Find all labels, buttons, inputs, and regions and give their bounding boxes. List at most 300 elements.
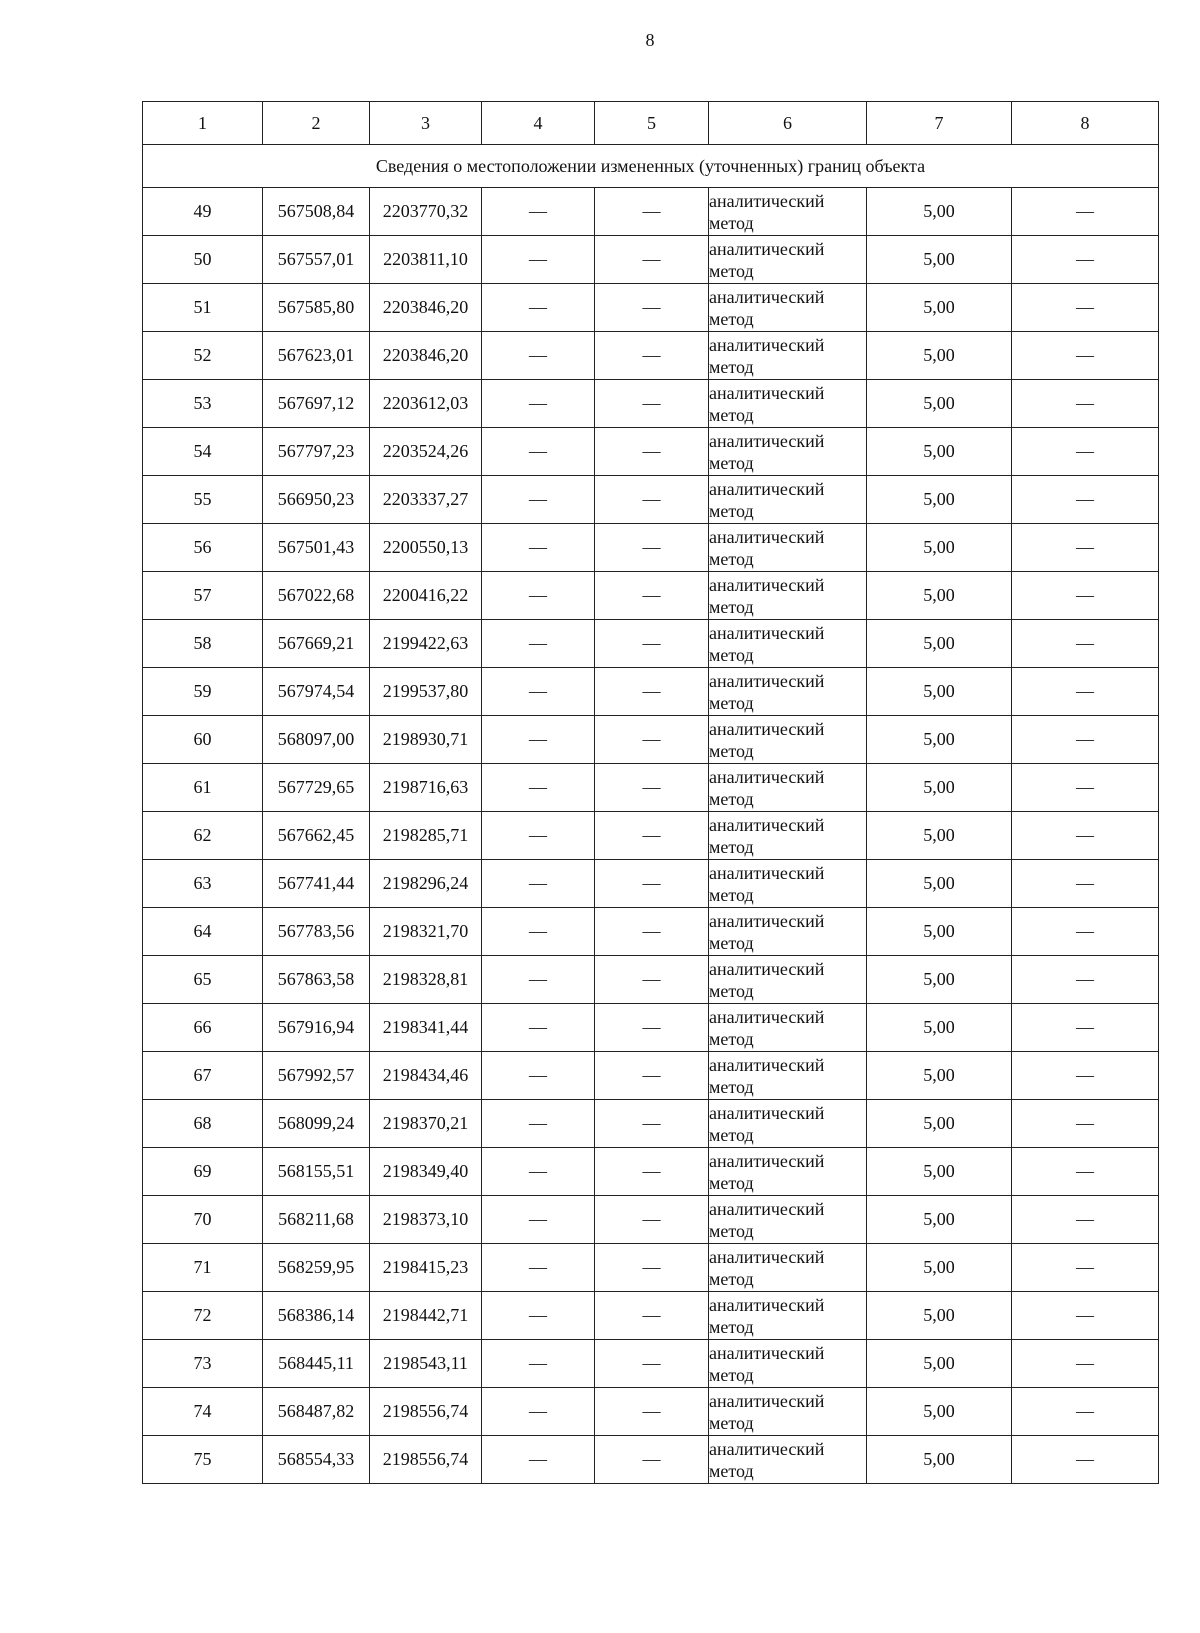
method-line-1: аналитический <box>709 1198 825 1219</box>
column-8-cell: — <box>1012 380 1159 428</box>
point-number-cell: 59 <box>143 668 263 716</box>
accuracy-cell: 5,00 <box>867 1244 1012 1292</box>
column-header: 1 <box>143 102 263 145</box>
method-line-2: метод <box>709 308 754 329</box>
method-cell <box>709 188 867 236</box>
method-line-1: аналитический <box>709 1342 825 1363</box>
method-line-1: аналитический <box>709 430 825 451</box>
accuracy-cell: 5,00 <box>867 1052 1012 1100</box>
table-row <box>143 860 1159 908</box>
x-coordinate-cell: 566950,23 <box>263 476 370 524</box>
point-number-cell: 61 <box>143 764 263 812</box>
table-row <box>143 332 1159 380</box>
method-line-1: аналитический <box>709 286 825 307</box>
column-8-cell: — <box>1012 1340 1159 1388</box>
table-row <box>143 908 1159 956</box>
method-cell <box>709 284 867 332</box>
point-number-cell: 53 <box>143 380 263 428</box>
method-line-2: метод <box>709 1172 754 1193</box>
method-line-2: метод <box>709 500 754 521</box>
method-line-1: аналитический <box>709 1246 825 1267</box>
accuracy-cell: 5,00 <box>867 1148 1012 1196</box>
column-4-cell: — <box>482 428 595 476</box>
point-number-cell: 52 <box>143 332 263 380</box>
method-line-2: метод <box>709 548 754 569</box>
method-line-2: метод <box>709 1460 754 1481</box>
column-4-cell: — <box>482 764 595 812</box>
accuracy-cell: 5,00 <box>867 524 1012 572</box>
x-coordinate-cell: 568386,14 <box>263 1292 370 1340</box>
column-4-cell: — <box>482 1004 595 1052</box>
method-line-1: аналитический <box>709 1054 825 1075</box>
column-8-cell: — <box>1012 572 1159 620</box>
column-header-row <box>143 102 1159 145</box>
column-4-cell: — <box>482 1340 595 1388</box>
point-number-cell: 63 <box>143 860 263 908</box>
column-8-cell: — <box>1012 908 1159 956</box>
method-cell <box>709 572 867 620</box>
method-line-2: метод <box>709 884 754 905</box>
point-number-cell: 69 <box>143 1148 263 1196</box>
table-row <box>143 188 1159 236</box>
table-row <box>143 380 1159 428</box>
x-coordinate-cell: 568099,24 <box>263 1100 370 1148</box>
point-number-cell: 72 <box>143 1292 263 1340</box>
accuracy-cell: 5,00 <box>867 284 1012 332</box>
point-number-cell: 67 <box>143 1052 263 1100</box>
method-line-2: метод <box>709 596 754 617</box>
method-line-2: метод <box>709 1220 754 1241</box>
column-5-cell: — <box>595 1340 709 1388</box>
method-line-2: метод <box>709 212 754 233</box>
method-cell <box>709 332 867 380</box>
table-row <box>143 1436 1159 1484</box>
point-number-cell: 55 <box>143 476 263 524</box>
method-line-2: метод <box>709 932 754 953</box>
method-line-1: аналитический <box>709 1006 825 1027</box>
x-coordinate-cell: 568155,51 <box>263 1148 370 1196</box>
y-coordinate-cell: 2198321,70 <box>370 908 482 956</box>
y-coordinate-cell: 2198328,81 <box>370 956 482 1004</box>
method-line-1: аналитический <box>709 382 825 403</box>
column-8-cell: — <box>1012 428 1159 476</box>
y-coordinate-cell: 2200416,22 <box>370 572 482 620</box>
column-5-cell: — <box>595 428 709 476</box>
point-number-cell: 64 <box>143 908 263 956</box>
method-line-2: метод <box>709 740 754 761</box>
table-row <box>143 572 1159 620</box>
column-5-cell: — <box>595 332 709 380</box>
x-coordinate-cell: 567669,21 <box>263 620 370 668</box>
x-coordinate-cell: 567992,57 <box>263 1052 370 1100</box>
column-4-cell: — <box>482 284 595 332</box>
accuracy-cell: 5,00 <box>867 716 1012 764</box>
method-line-2: метод <box>709 692 754 713</box>
table-row <box>143 236 1159 284</box>
method-cell <box>709 1292 867 1340</box>
column-4-cell: — <box>482 1052 595 1100</box>
table-row <box>143 1100 1159 1148</box>
y-coordinate-cell: 2198556,74 <box>370 1388 482 1436</box>
column-5-cell: — <box>595 1196 709 1244</box>
y-coordinate-cell: 2203524,26 <box>370 428 482 476</box>
point-number-cell: 54 <box>143 428 263 476</box>
column-8-cell: — <box>1012 860 1159 908</box>
x-coordinate-cell: 567783,56 <box>263 908 370 956</box>
coordinates-table <box>142 101 1159 1484</box>
y-coordinate-cell: 2198415,23 <box>370 1244 482 1292</box>
column-8-cell: — <box>1012 1148 1159 1196</box>
column-4-cell: — <box>482 188 595 236</box>
column-8-cell: — <box>1012 764 1159 812</box>
method-line-1: аналитический <box>709 1438 825 1459</box>
accuracy-cell: 5,00 <box>867 572 1012 620</box>
column-4-cell: — <box>482 956 595 1004</box>
column-5-cell: — <box>595 284 709 332</box>
accuracy-cell: 5,00 <box>867 764 1012 812</box>
method-line-1: аналитический <box>709 334 825 355</box>
method-cell <box>709 1436 867 1484</box>
column-5-cell: — <box>595 956 709 1004</box>
method-line-1: аналитический <box>709 1102 825 1123</box>
column-8-cell: — <box>1012 524 1159 572</box>
point-number-cell: 73 <box>143 1340 263 1388</box>
accuracy-cell: 5,00 <box>867 908 1012 956</box>
method-line-1: аналитический <box>709 766 825 787</box>
method-line-2: метод <box>709 1412 754 1433</box>
column-header: 5 <box>595 102 709 145</box>
accuracy-cell: 5,00 <box>867 236 1012 284</box>
x-coordinate-cell: 567022,68 <box>263 572 370 620</box>
x-coordinate-cell: 567974,54 <box>263 668 370 716</box>
column-8-cell: — <box>1012 1388 1159 1436</box>
method-line-1: аналитический <box>709 1294 825 1315</box>
method-cell <box>709 428 867 476</box>
column-5-cell: — <box>595 1100 709 1148</box>
point-number-cell: 49 <box>143 188 263 236</box>
x-coordinate-cell: 567916,94 <box>263 1004 370 1052</box>
table-row <box>143 1388 1159 1436</box>
column-4-cell: — <box>482 380 595 428</box>
column-8-cell: — <box>1012 620 1159 668</box>
column-5-cell: — <box>595 1388 709 1436</box>
accuracy-cell: 5,00 <box>867 1388 1012 1436</box>
column-8-cell: — <box>1012 1436 1159 1484</box>
method-cell <box>709 1388 867 1436</box>
column-8-cell: — <box>1012 1196 1159 1244</box>
column-4-cell: — <box>482 812 595 860</box>
page-number: 8 <box>645 30 655 50</box>
point-number-cell: 75 <box>143 1436 263 1484</box>
x-coordinate-cell: 567863,58 <box>263 956 370 1004</box>
column-5-cell: — <box>595 1052 709 1100</box>
method-line-2: метод <box>709 1364 754 1385</box>
table-row <box>143 956 1159 1004</box>
table-row <box>143 524 1159 572</box>
column-8-cell: — <box>1012 668 1159 716</box>
x-coordinate-cell: 567729,65 <box>263 764 370 812</box>
column-8-cell: — <box>1012 1004 1159 1052</box>
point-number-cell: 62 <box>143 812 263 860</box>
x-coordinate-cell: 568445,11 <box>263 1340 370 1388</box>
column-5-cell: — <box>595 668 709 716</box>
y-coordinate-cell: 2199537,80 <box>370 668 482 716</box>
column-4-cell: — <box>482 668 595 716</box>
column-4-cell: — <box>482 908 595 956</box>
column-8-cell: — <box>1012 1292 1159 1340</box>
column-5-cell: — <box>595 716 709 764</box>
column-8-cell: — <box>1012 236 1159 284</box>
accuracy-cell: 5,00 <box>867 668 1012 716</box>
method-cell <box>709 860 867 908</box>
x-coordinate-cell: 567501,43 <box>263 524 370 572</box>
table-row <box>143 1196 1159 1244</box>
method-line-2: метод <box>709 1316 754 1337</box>
x-coordinate-cell: 567697,12 <box>263 380 370 428</box>
column-5-cell: — <box>595 1244 709 1292</box>
table-row <box>143 476 1159 524</box>
column-8-cell: — <box>1012 812 1159 860</box>
column-4-cell: — <box>482 860 595 908</box>
column-8-cell: — <box>1012 284 1159 332</box>
method-line-1: аналитический <box>709 478 825 499</box>
method-line-1: аналитический <box>709 862 825 883</box>
accuracy-cell: 5,00 <box>867 860 1012 908</box>
x-coordinate-cell: 567623,01 <box>263 332 370 380</box>
accuracy-cell: 5,00 <box>867 956 1012 1004</box>
x-coordinate-cell: 568211,68 <box>263 1196 370 1244</box>
method-cell <box>709 620 867 668</box>
table-row <box>143 1052 1159 1100</box>
accuracy-cell: 5,00 <box>867 380 1012 428</box>
accuracy-cell: 5,00 <box>867 1436 1012 1484</box>
table-row <box>143 428 1159 476</box>
table-row <box>143 1244 1159 1292</box>
accuracy-cell: 5,00 <box>867 1292 1012 1340</box>
method-cell <box>709 764 867 812</box>
table-row <box>143 812 1159 860</box>
method-cell <box>709 380 867 428</box>
column-5-cell: — <box>595 908 709 956</box>
column-4-cell: — <box>482 1292 595 1340</box>
table-row <box>143 668 1159 716</box>
method-line-1: аналитический <box>709 1150 825 1171</box>
column-8-cell: — <box>1012 188 1159 236</box>
method-line-1: аналитический <box>709 622 825 643</box>
column-5-cell: — <box>595 620 709 668</box>
column-5-cell: — <box>595 188 709 236</box>
column-4-cell: — <box>482 620 595 668</box>
y-coordinate-cell: 2198349,40 <box>370 1148 482 1196</box>
x-coordinate-cell: 567797,23 <box>263 428 370 476</box>
y-coordinate-cell: 2203846,20 <box>370 284 482 332</box>
y-coordinate-cell: 2200550,13 <box>370 524 482 572</box>
column-header: 4 <box>482 102 595 145</box>
point-number-cell: 70 <box>143 1196 263 1244</box>
method-cell <box>709 908 867 956</box>
column-5-cell: — <box>595 860 709 908</box>
column-5-cell: — <box>595 1004 709 1052</box>
column-header: 8 <box>1012 102 1159 145</box>
column-4-cell: — <box>482 236 595 284</box>
y-coordinate-cell: 2198373,10 <box>370 1196 482 1244</box>
table-row <box>143 1292 1159 1340</box>
point-number-cell: 51 <box>143 284 263 332</box>
method-line-1: аналитический <box>709 190 825 211</box>
method-cell <box>709 1004 867 1052</box>
y-coordinate-cell: 2198442,71 <box>370 1292 482 1340</box>
table-row <box>143 1004 1159 1052</box>
y-coordinate-cell: 2198434,46 <box>370 1052 482 1100</box>
column-header: 3 <box>370 102 482 145</box>
column-4-cell: — <box>482 476 595 524</box>
column-4-cell: — <box>482 1148 595 1196</box>
method-line-2: метод <box>709 356 754 377</box>
method-line-2: метод <box>709 836 754 857</box>
y-coordinate-cell: 2203770,32 <box>370 188 482 236</box>
column-5-cell: — <box>595 1148 709 1196</box>
table-row <box>143 284 1159 332</box>
column-4-cell: — <box>482 572 595 620</box>
y-coordinate-cell: 2203612,03 <box>370 380 482 428</box>
method-cell <box>709 668 867 716</box>
column-5-cell: — <box>595 476 709 524</box>
method-line-2: метод <box>709 1268 754 1289</box>
section-title-row <box>143 145 1159 188</box>
section-title: Сведения о местоположении измененных (уточненных) границ объекта <box>143 145 1159 188</box>
point-number-cell: 50 <box>143 236 263 284</box>
table-body <box>143 102 1159 1484</box>
point-number-cell: 57 <box>143 572 263 620</box>
method-cell <box>709 476 867 524</box>
column-5-cell: — <box>595 1292 709 1340</box>
method-line-2: метод <box>709 260 754 281</box>
column-4-cell: — <box>482 1388 595 1436</box>
accuracy-cell: 5,00 <box>867 620 1012 668</box>
column-5-cell: — <box>595 524 709 572</box>
x-coordinate-cell: 567741,44 <box>263 860 370 908</box>
column-8-cell: — <box>1012 332 1159 380</box>
method-line-1: аналитический <box>709 238 825 259</box>
column-4-cell: — <box>482 332 595 380</box>
column-4-cell: — <box>482 716 595 764</box>
column-header: 2 <box>263 102 370 145</box>
column-4-cell: — <box>482 524 595 572</box>
x-coordinate-cell: 567557,01 <box>263 236 370 284</box>
method-line-1: аналитический <box>709 670 825 691</box>
table-row <box>143 1148 1159 1196</box>
column-header: 7 <box>867 102 1012 145</box>
method-line-2: метод <box>709 404 754 425</box>
method-line-1: аналитический <box>709 574 825 595</box>
x-coordinate-cell: 568259,95 <box>263 1244 370 1292</box>
column-4-cell: — <box>482 1436 595 1484</box>
accuracy-cell: 5,00 <box>867 1196 1012 1244</box>
y-coordinate-cell: 2198556,74 <box>370 1436 482 1484</box>
method-line-1: аналитический <box>709 1390 825 1411</box>
x-coordinate-cell: 567662,45 <box>263 812 370 860</box>
point-number-cell: 68 <box>143 1100 263 1148</box>
x-coordinate-cell: 567508,84 <box>263 188 370 236</box>
method-line-2: метод <box>709 1076 754 1097</box>
accuracy-cell: 5,00 <box>867 428 1012 476</box>
method-cell <box>709 1196 867 1244</box>
column-8-cell: — <box>1012 1244 1159 1292</box>
x-coordinate-cell: 568487,82 <box>263 1388 370 1436</box>
table-row <box>143 764 1159 812</box>
x-coordinate-cell: 568554,33 <box>263 1436 370 1484</box>
accuracy-cell: 5,00 <box>867 476 1012 524</box>
column-header: 6 <box>709 102 867 145</box>
point-number-cell: 65 <box>143 956 263 1004</box>
y-coordinate-cell: 2198930,71 <box>370 716 482 764</box>
method-cell <box>709 812 867 860</box>
y-coordinate-cell: 2198341,44 <box>370 1004 482 1052</box>
column-5-cell: — <box>595 764 709 812</box>
method-cell <box>709 524 867 572</box>
x-coordinate-cell: 567585,80 <box>263 284 370 332</box>
y-coordinate-cell: 2203811,10 <box>370 236 482 284</box>
y-coordinate-cell: 2198543,11 <box>370 1340 482 1388</box>
method-cell <box>709 1148 867 1196</box>
point-number-cell: 66 <box>143 1004 263 1052</box>
accuracy-cell: 5,00 <box>867 1340 1012 1388</box>
column-4-cell: — <box>482 1100 595 1148</box>
method-cell <box>709 956 867 1004</box>
point-number-cell: 58 <box>143 620 263 668</box>
column-5-cell: — <box>595 380 709 428</box>
point-number-cell: 56 <box>143 524 263 572</box>
column-8-cell: — <box>1012 956 1159 1004</box>
column-8-cell: — <box>1012 1052 1159 1100</box>
accuracy-cell: 5,00 <box>867 1100 1012 1148</box>
point-number-cell: 60 <box>143 716 263 764</box>
y-coordinate-cell: 2198716,63 <box>370 764 482 812</box>
method-line-2: метод <box>709 452 754 473</box>
column-8-cell: — <box>1012 716 1159 764</box>
y-coordinate-cell: 2198285,71 <box>370 812 482 860</box>
method-cell <box>709 716 867 764</box>
method-line-2: метод <box>709 644 754 665</box>
accuracy-cell: 5,00 <box>867 332 1012 380</box>
method-line-2: метод <box>709 980 754 1001</box>
y-coordinate-cell: 2199422,63 <box>370 620 482 668</box>
y-coordinate-cell: 2203846,20 <box>370 332 482 380</box>
method-line-1: аналитический <box>709 958 825 979</box>
x-coordinate-cell: 568097,00 <box>263 716 370 764</box>
y-coordinate-cell: 2203337,27 <box>370 476 482 524</box>
method-cell <box>709 1052 867 1100</box>
column-5-cell: — <box>595 236 709 284</box>
method-line-1: аналитический <box>709 814 825 835</box>
column-5-cell: — <box>595 812 709 860</box>
method-cell <box>709 236 867 284</box>
column-8-cell: — <box>1012 476 1159 524</box>
table-row <box>143 1340 1159 1388</box>
method-cell <box>709 1244 867 1292</box>
column-5-cell: — <box>595 572 709 620</box>
column-5-cell: — <box>595 1436 709 1484</box>
method-cell <box>709 1340 867 1388</box>
accuracy-cell: 5,00 <box>867 1004 1012 1052</box>
method-cell <box>709 1100 867 1148</box>
point-number-cell: 74 <box>143 1388 263 1436</box>
y-coordinate-cell: 2198296,24 <box>370 860 482 908</box>
accuracy-cell: 5,00 <box>867 188 1012 236</box>
column-4-cell: — <box>482 1196 595 1244</box>
method-line-1: аналитический <box>709 910 825 931</box>
method-line-2: метод <box>709 1028 754 1049</box>
